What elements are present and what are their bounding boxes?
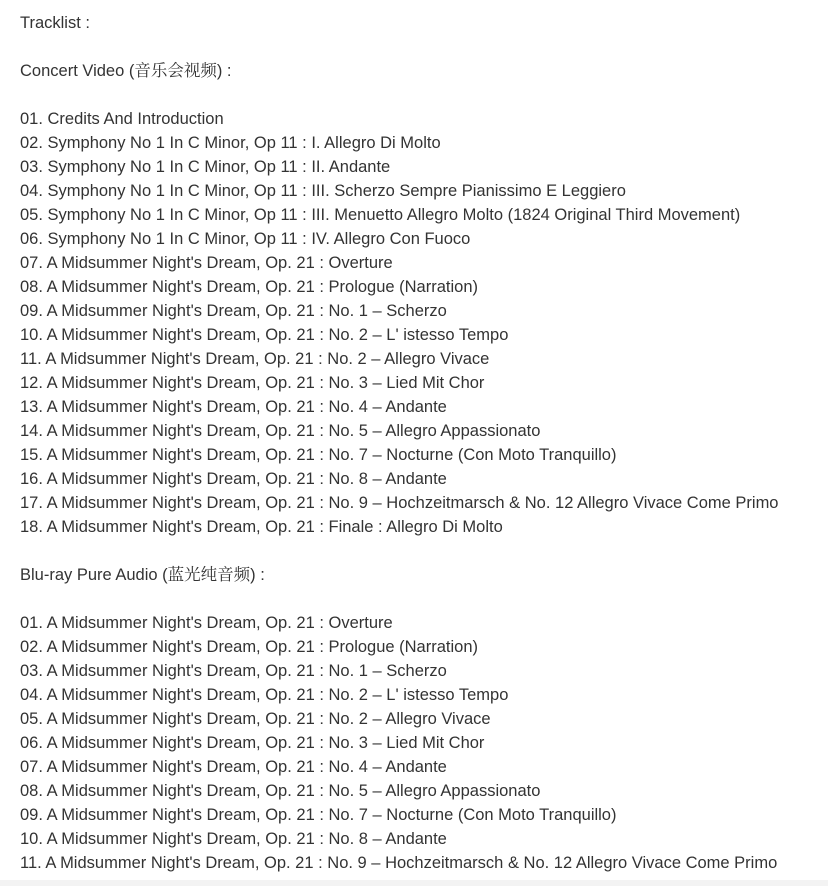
track-item: 18. A Midsummer Night's Dream, Op. 21 : Finale : Allegro Di Molto [20, 518, 503, 536]
track-item: 03. Symphony No 1 In C Minor, Op 11 : II. Andante [20, 158, 391, 176]
track-item: 12. A Midsummer Night's Dream, Op. 21 : No. 3 – Lied Mit Chor [20, 374, 485, 392]
track-item: 13. A Midsummer Night's Dream, Op. 21 : No. 4 – Andante [20, 398, 447, 416]
tracklist-heading: Tracklist : [20, 14, 90, 32]
track-item: 02. A Midsummer Night's Dream, Op. 21 : Prologue (Narration) [20, 638, 478, 656]
track-item: 06. Symphony No 1 In C Minor, Op 11 : IV. Allegro Con Fuoco [20, 230, 471, 248]
track-item: 17. A Midsummer Night's Dream, Op. 21 : No. 9 – Hochzeitmarsch & No. 12 Allegro Vivace Come Primo [20, 494, 779, 512]
track-item: 07. A Midsummer Night's Dream, Op. 21 : No. 4 – Andante [20, 758, 447, 776]
track-item: 04. Symphony No 1 In C Minor, Op 11 : III. Scherzo Sempre Pianissimo E Leggiero [20, 182, 626, 200]
track-item: 05. Symphony No 1 In C Minor, Op 11 : III. Menuetto Allegro Molto (1824 Original Third Movement) [20, 206, 741, 224]
track-item: 11. A Midsummer Night's Dream, Op. 21 : No. 9 – Hochzeitmarsch & No. 12 Allegro Vivace Come Primo [20, 854, 778, 872]
track-item: 04. A Midsummer Night's Dream, Op. 21 : No. 2 – L' istesso Tempo [20, 686, 509, 704]
track-item: 03. A Midsummer Night's Dream, Op. 21 : No. 1 – Scherzo [20, 662, 447, 680]
track-item: 11. A Midsummer Night's Dream, Op. 21 : No. 2 – Allegro Vivace [20, 350, 490, 368]
track-item: 08. A Midsummer Night's Dream, Op. 21 : No. 5 – Allegro Appassionato [20, 782, 541, 800]
track-item: 10. A Midsummer Night's Dream, Op. 21 : No. 8 – Andante [20, 830, 447, 848]
track-item: 15. A Midsummer Night's Dream, Op. 21 : No. 7 – Nocturne (Con Moto Tranquillo) [20, 446, 617, 464]
track-item: 06. A Midsummer Night's Dream, Op. 21 : No. 3 – Lied Mit Chor [20, 734, 485, 752]
spacer [20, 587, 824, 611]
track-item: 07. A Midsummer Night's Dream, Op. 21 : Overture [20, 254, 393, 272]
track-item: 05. A Midsummer Night's Dream, Op. 21 : No. 2 – Allegro Vivace [20, 710, 491, 728]
spacer [20, 539, 824, 563]
track-item: 14. A Midsummer Night's Dream, Op. 21 : No. 5 – Allegro Appassionato [20, 422, 541, 440]
track-item: 16. A Midsummer Night's Dream, Op. 21 : No. 8 – Andante [20, 470, 447, 488]
section-title-concert-video: Concert Video (音乐会视频) : [20, 62, 232, 80]
track-item: 09. A Midsummer Night's Dream, Op. 21 : No. 7 – Nocturne (Con Moto Tranquillo) [20, 806, 617, 824]
section-title-blu-ray-pure-audio: Blu-ray Pure Audio (蓝光纯音频) : [20, 566, 265, 584]
pure-audio-track-list [20, 611, 824, 875]
spacer [20, 35, 824, 59]
track-item: 09. A Midsummer Night's Dream, Op. 21 : No. 1 – Scherzo [20, 302, 447, 320]
tracklist-document [20, 11, 824, 875]
spacer [20, 83, 824, 107]
page-bottom-edge [0, 880, 828, 886]
track-item: 01. Credits And Introduction [20, 110, 224, 128]
track-item: 01. A Midsummer Night's Dream, Op. 21 : Overture [20, 614, 393, 632]
concert-video-track-list [20, 107, 824, 539]
track-item: 08. A Midsummer Night's Dream, Op. 21 : Prologue (Narration) [20, 278, 478, 296]
track-item: 02. Symphony No 1 In C Minor, Op 11 : I. Allegro Di Molto [20, 134, 441, 152]
track-item: 10. A Midsummer Night's Dream, Op. 21 : No. 2 – L' istesso Tempo [20, 326, 509, 344]
